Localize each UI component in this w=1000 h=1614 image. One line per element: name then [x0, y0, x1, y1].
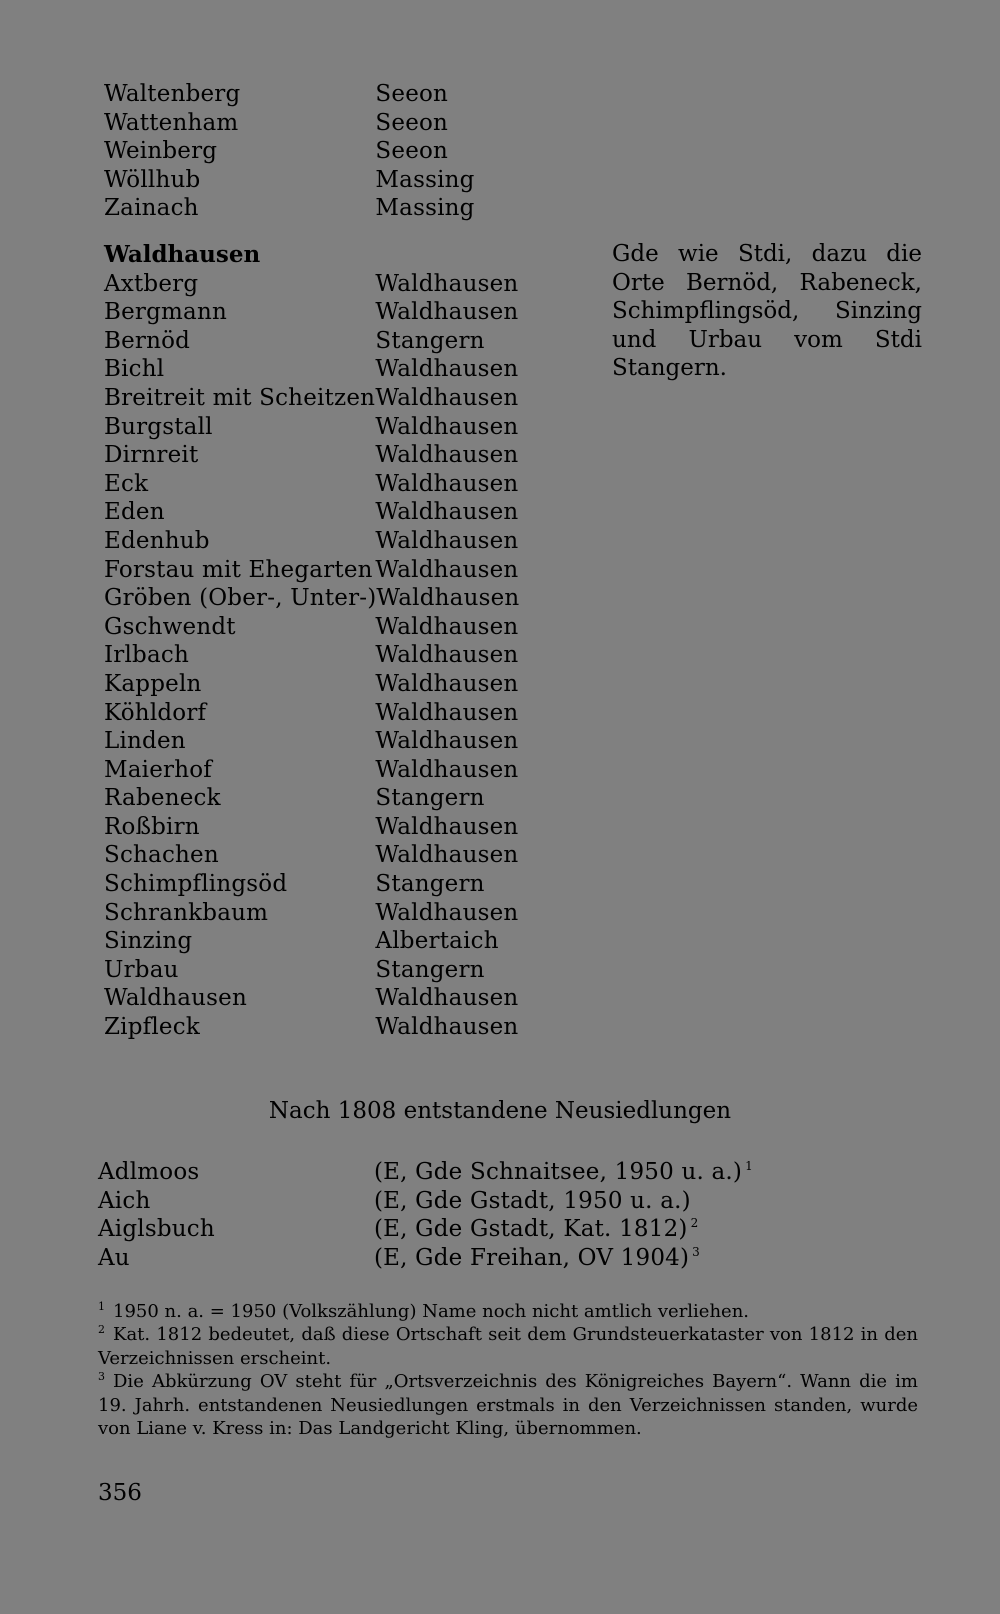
- footnote: [98, 1370, 918, 1440]
- place-name: Maierhof: [104, 756, 212, 783]
- list-item: [98, 1244, 898, 1273]
- place-name: Schrankbaum: [104, 899, 269, 926]
- place-name: Adlmoos: [98, 1159, 200, 1185]
- list-item: [104, 984, 524, 1013]
- list-item: [104, 641, 524, 670]
- place-name: Schachen: [104, 842, 219, 869]
- list-item: [104, 756, 524, 785]
- list-item: [104, 441, 524, 470]
- list-item: [104, 927, 524, 956]
- list-item: [104, 899, 524, 928]
- footnote-ref: 2: [690, 1216, 699, 1231]
- place-gemeinde: Waldhausen: [375, 356, 519, 383]
- place-name: Breitreit mit Scheitzen: [104, 384, 376, 411]
- place-gemeinde: Waldhausen: [375, 299, 519, 326]
- place-gemeinde: Waldhausen: [375, 384, 519, 411]
- place-gemeinde: Waldhausen: [375, 413, 519, 440]
- place-name: Bergmann: [104, 299, 227, 326]
- list-item: [104, 527, 524, 556]
- place-name: Wattenham: [104, 109, 239, 136]
- info-text: (E, Gde Schnaitsee, 1950 u. a.): [374, 1159, 743, 1185]
- place-gemeinde: Seeon: [375, 109, 449, 136]
- list-item: [104, 670, 524, 699]
- info-text: (E, Gde Gstadt, 1950 u. a.): [374, 1187, 691, 1214]
- place-name: Eck: [104, 470, 149, 497]
- place-name: Waltenberg: [104, 81, 241, 107]
- footnote-ref: 3: [692, 1244, 701, 1259]
- place-gemeinde: Waldhausen: [375, 270, 519, 297]
- place-name: Bernöd: [104, 327, 191, 354]
- section-title: Nach 1808 entstandene Neusiedlungen: [268, 1098, 732, 1124]
- list-item: [104, 870, 524, 899]
- place-info: [374, 1158, 874, 1187]
- place-name: Irlbach: [104, 642, 189, 669]
- list-item: [104, 413, 524, 442]
- place-gemeinde: Waldhausen: [376, 585, 520, 612]
- place-name: Axtberg: [104, 270, 199, 297]
- list-item: [104, 1013, 524, 1042]
- footnote-text: Kat. 1812 bedeutet, daß diese Ortschaft seit dem Grundsteuerkataster von 1812 in den Verzeichnissen erscheint.: [98, 1324, 918, 1369]
- place-gemeinde: Waldhausen: [375, 556, 519, 583]
- list-item: [104, 355, 524, 384]
- place-name: Sinzing: [104, 928, 193, 955]
- place-gemeinde: Waldhausen: [375, 813, 519, 840]
- place-name: Aiglsbuch: [98, 1216, 215, 1243]
- list-item: [104, 556, 524, 585]
- place-gemeinde: Albertaich: [375, 928, 499, 955]
- place-info: [374, 1187, 874, 1216]
- place-name: Gschwendt: [104, 613, 236, 640]
- page-number: 356: [98, 1480, 142, 1506]
- list-item: [104, 109, 524, 138]
- place-name: Zainach: [104, 195, 199, 222]
- list-item: [104, 613, 524, 642]
- list-item: [104, 80, 524, 109]
- place-gemeinde: Waldhausen: [375, 499, 519, 526]
- place-gemeinde: Waldhausen: [375, 1014, 519, 1041]
- footnote-ref: 1: [745, 1159, 753, 1173]
- place-name: Bichl: [104, 356, 165, 383]
- place-gemeinde: Waldhausen: [375, 756, 519, 783]
- footnote-text: 1950 n. a. = 1950 (Volkszählung) Name noch nicht amtlich verliehen.: [113, 1301, 750, 1322]
- place-gemeinde: Waldhausen: [375, 642, 519, 669]
- footnote-mark: 3: [98, 1370, 105, 1384]
- list-item: [104, 470, 524, 499]
- place-name: Zipfleck: [104, 1014, 200, 1041]
- footnotes: [98, 1300, 918, 1440]
- place-gemeinde: Waldhausen: [375, 728, 519, 755]
- info-text: (E, Gde Gstadt, Kat. 1812): [374, 1216, 688, 1243]
- list-item: [104, 841, 524, 870]
- section-note: Gde wie Stdi, dazu die Orte Bernöd, Rabeneck, Schimpflingsöd, Sinzing und Urbau vom Stdi Stangern.: [612, 241, 922, 382]
- place-gemeinde: Massing: [375, 195, 475, 222]
- list-item: [104, 784, 524, 813]
- neusiedlungen-list: [98, 1158, 898, 1272]
- place-name: Rabeneck: [104, 785, 221, 812]
- place-gemeinde: Stangern: [375, 956, 485, 983]
- place-gemeinde: Seeon: [375, 81, 449, 107]
- place-name: Waldhausen: [104, 985, 247, 1012]
- place-gemeinde: Waldhausen: [375, 670, 519, 697]
- place-name: Eden: [104, 499, 165, 526]
- list-item: [104, 584, 524, 613]
- place-name: Köhldorf: [104, 699, 207, 726]
- footnote: [98, 1300, 918, 1323]
- place-name: Forstau mit Ehegarten: [104, 556, 373, 583]
- place-gemeinde: Stangern: [375, 871, 485, 898]
- list-item: [104, 166, 524, 195]
- place-name: Burgstall: [104, 413, 213, 440]
- list-item: [98, 1158, 898, 1187]
- place-gemeinde: Waldhausen: [375, 470, 519, 497]
- list-item: [104, 498, 524, 527]
- list-item: [104, 956, 524, 985]
- place-name: Weinberg: [104, 138, 218, 165]
- list-item: [98, 1215, 898, 1244]
- list-item: [104, 270, 524, 299]
- waldhausen-list: [104, 241, 524, 1042]
- place-gemeinde: Waldhausen: [375, 699, 519, 726]
- footnote-mark: 2: [98, 1323, 105, 1337]
- place-info: [374, 1244, 874, 1273]
- footnote-mark: 1: [98, 1300, 105, 1313]
- list-item: [104, 813, 524, 842]
- place-gemeinde: Waldhausen: [375, 899, 519, 926]
- place-name: Aich: [98, 1187, 151, 1214]
- place-name: Linden: [104, 728, 186, 755]
- place-gemeinde: Waldhausen: [375, 842, 519, 869]
- info-text: (E, Gde Freihan, OV 1904): [374, 1244, 690, 1271]
- place-gemeinde: Waldhausen: [375, 985, 519, 1012]
- place-gemeinde: Waldhausen: [375, 613, 519, 640]
- place-name: Roßbirn: [104, 813, 200, 840]
- place-gemeinde: Stangern: [375, 327, 485, 354]
- place-name: Kappeln: [104, 670, 202, 697]
- place-name: Wöllhub: [104, 166, 201, 193]
- place-gemeinde: Massing: [375, 166, 475, 193]
- place-gemeinde: Stangern: [375, 785, 485, 812]
- list-item: [104, 194, 524, 223]
- seeon-list: [104, 80, 524, 223]
- section-heading: Waldhausen: [104, 241, 261, 268]
- place-name: Dirnreit: [104, 442, 199, 469]
- place-name: Au: [98, 1244, 130, 1271]
- place-name: Urbau: [104, 956, 179, 983]
- list-item: [104, 699, 524, 728]
- footnote: [98, 1323, 918, 1370]
- place-gemeinde: Waldhausen: [375, 527, 519, 554]
- place-name: Gröben (Ober-, Unter-): [104, 585, 377, 612]
- list-item: [104, 137, 524, 166]
- place-gemeinde: Seeon: [375, 138, 449, 165]
- place-name: Edenhub: [104, 527, 210, 554]
- place-gemeinde: Waldhausen: [375, 442, 519, 469]
- place-name: Schimpflingsöd: [104, 871, 288, 898]
- footnote-text: Die Abkürzung OV steht für „Ortsverzeichnis des Königreiches Bayern“. Wann die im 19. Jahrh. entstandenen Neusiedlungen erstmals in den Verzeichnissen standen, wurde von Liane v. Kress in: Das Landgericht Kling, übernommen.: [98, 1371, 918, 1440]
- list-item: [104, 298, 524, 327]
- list-item: [104, 727, 524, 756]
- list-item: [98, 1187, 898, 1216]
- place-info: [374, 1215, 874, 1244]
- list-item: [104, 384, 524, 413]
- list-item: [104, 327, 524, 356]
